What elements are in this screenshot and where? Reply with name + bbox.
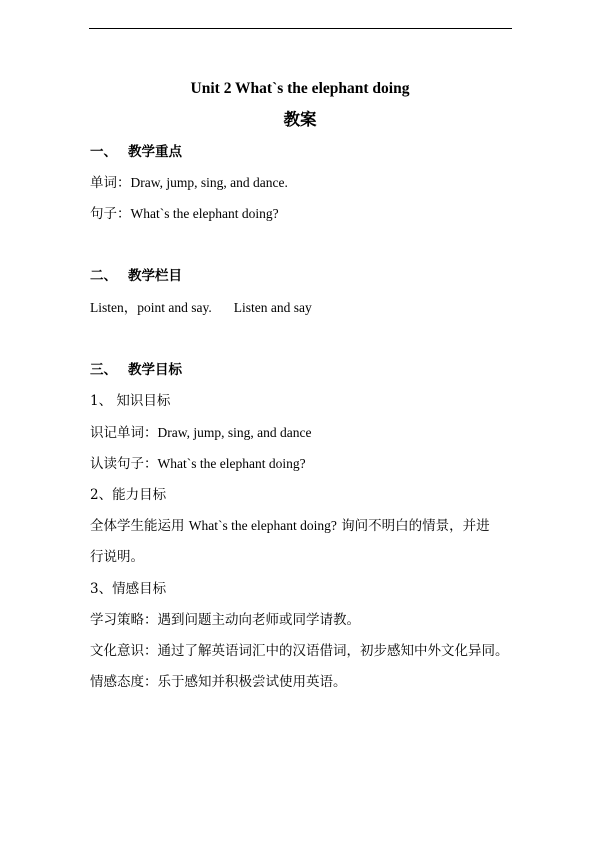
ability-goal-label: 2、能力目标 — [90, 487, 167, 503]
section-2-item-2: Listen and say — [233, 300, 312, 315]
section-2-heading — [90, 267, 182, 285]
strategy-line: 学习策略：遇到问题主动向老师或同学请教。 — [90, 612, 360, 628]
memorize-label: 识记单词： — [90, 425, 158, 441]
sentence-label: 句子： — [90, 206, 131, 222]
words-value: Draw, jump, sing, and dance. — [130, 175, 288, 190]
sentence-value: What`s the elephant doing? — [130, 206, 279, 221]
ability-sentence: What`s the elephant doing? — [188, 518, 337, 533]
section-2-items-line — [90, 299, 312, 317]
read-sentence-line — [90, 455, 306, 473]
words-label: 单词： — [90, 175, 131, 191]
ability-suffix: 询问不明白的情景，并进 — [336, 518, 490, 534]
section-2-title: 教学栏目 — [128, 268, 182, 284]
section-1-sentence-line — [90, 205, 279, 223]
section-3-number: 三、 — [90, 362, 117, 378]
header-rule — [89, 28, 512, 29]
section-1-heading — [90, 143, 182, 161]
section-1-words-line — [90, 174, 288, 192]
emotion-goal-label: 3、情感目标 — [90, 581, 167, 597]
attitude-line: 情感态度：乐于感知并积极尝试使用英语。 — [90, 674, 347, 690]
ability-prefix: 全体学生能运用 — [90, 518, 189, 534]
section-2-number: 二、 — [90, 268, 117, 284]
section-1-title: 教学重点 — [128, 144, 182, 160]
knowledge-goal-label: 1、 知识目标 — [90, 393, 171, 409]
ability-line-1 — [90, 517, 490, 535]
read-sentence: What`s the elephant doing? — [157, 456, 306, 471]
section-2-item-1: Listen，point and say. — [90, 300, 212, 315]
section-1-number: 一、 — [90, 144, 117, 160]
memorize-words-line — [90, 424, 311, 442]
read-label: 认读句子： — [90, 456, 158, 472]
section-3-heading — [90, 361, 182, 379]
section-3-title: 教学目标 — [128, 362, 182, 378]
memorize-words: Draw, jump, sing, and dance — [157, 425, 312, 440]
ability-line-2: 行说明。 — [90, 549, 144, 565]
document-title: Unit 2 What`s the elephant doing — [190, 80, 410, 97]
culture-line: 文化意识：通过了解英语词汇中的汉语借词，初步感知中外文化异同。 — [90, 643, 509, 659]
document-subtitle: 教案 — [283, 110, 317, 129]
